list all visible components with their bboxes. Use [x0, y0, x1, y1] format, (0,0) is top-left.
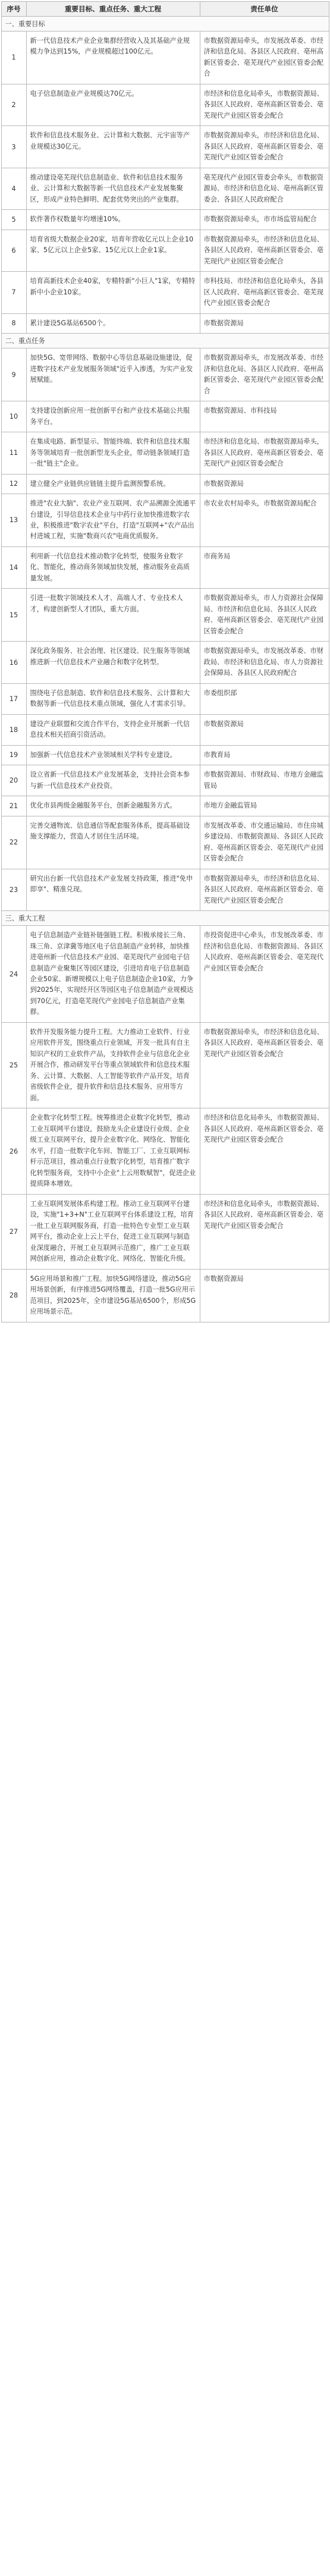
row-number: 6 [1, 230, 26, 271]
row-description: 培育高新技术企业40家，专精特新"小巨人"1家，专精特新中小企业10家。 [26, 272, 200, 313]
row-responsible: 市经济和信息化局牵头，市数据资源局、各县区人民政府、亳州高新区管委会、亳芜现代产业园区管委会配合 [200, 1194, 329, 1269]
row-number: 26 [1, 1108, 26, 1194]
table-row [1, 1269, 329, 1322]
row-description: 推进"农业大脑"、农业产业互联网、农产品溯源全流通平台建设，引导信息技术企业与中药行业加快推进数字农业，积极推进"数字农业"平台，打造"互联网+"农产品出村进城工程，实施"数商兴农"电商优质服务。 [26, 494, 200, 547]
row-description: 软件和信息技术服务业、云计算和大数据、元宇宙等产业规模达30亿元。 [26, 126, 200, 168]
row-number: 11 [1, 432, 26, 474]
table-row [1, 765, 329, 796]
row-description: 电子信息制造业产业规模达70亿元。 [26, 84, 200, 125]
row-number: 18 [1, 714, 26, 745]
section-row [1, 17, 329, 32]
row-responsible: 市数据资源局牵头，市经济和信息化局、各县区人民政府、亳州高新区管委会、亳芜现代产业园区管委会配合 [200, 126, 329, 168]
table-row [1, 1108, 329, 1194]
table-row [1, 796, 329, 816]
row-responsible: 市数据资源局牵头，市经济和信息化局、各县区人民政府、亳州高新区管委会、亳芜现代产业园区管委会配合 [200, 230, 329, 271]
row-description: 建立健全产业链供应链链主提升监测预警系统。 [26, 474, 200, 494]
row-responsible: 市商务局 [200, 546, 329, 588]
table-row [1, 1022, 329, 1108]
row-description: 支持建设创新应用一批创新平台和产业技术基础公共服务平台。 [26, 401, 200, 432]
row-number: 22 [1, 816, 26, 869]
table-row [1, 32, 329, 84]
section-row [1, 334, 329, 348]
row-responsible: 市数据资源局 [200, 714, 329, 745]
header-resp: 责任单位 [200, 2, 329, 17]
row-responsible: 市发展改革委、市交通运输局、市住房城乡建设局、市数据资源局、各县区人民政府、亳州高新区管委会、亳芜现代产业园区管委会配合 [200, 816, 329, 869]
row-number: 12 [1, 474, 26, 494]
table-row [1, 745, 329, 765]
row-description: 优化市县两级金融服务平台，创新金融服务方式。 [26, 796, 200, 816]
row-description: 完善交通物流、信息通信等配套服务体系，提高基础设施支撑能力，营造人才居住生活环境。 [26, 816, 200, 869]
header-desc: 重要目标、重点任务、重大工程 [26, 2, 200, 17]
row-number: 27 [1, 1194, 26, 1269]
row-responsible: 市投资促进中心牵头，市发展改革委、市经济和信息化局、市数据资源局、各县区人民政府、亳州高新区管委会、亳芜现代产业园区管委会配合 [200, 926, 329, 1023]
table-row [1, 546, 329, 588]
table-row [1, 816, 329, 869]
section-row [1, 911, 329, 926]
section-title: 二、重点任务 [1, 334, 329, 348]
table-row [1, 401, 329, 432]
table-row [1, 432, 329, 474]
row-description: 加强新一代信息技术产业领域相关学科专业建设。 [26, 745, 200, 765]
row-number: 23 [1, 869, 26, 910]
table-row [1, 348, 329, 401]
row-number: 9 [1, 348, 26, 401]
goals-table [1, 1, 329, 1322]
row-number: 24 [1, 926, 26, 1023]
row-responsible: 市教育局 [200, 745, 329, 765]
table-row [1, 683, 329, 714]
table-row [1, 210, 329, 230]
row-number: 2 [1, 84, 26, 125]
row-description: 引进一批数字领域技术人才、高端人才、专业技术人才，构建创新型人才团队，重大方面。 [26, 589, 200, 642]
table-row [1, 313, 329, 333]
row-description: 建设产业联盟和交流合作平台，支持企业开展新一代信息技术相关招商引资活动。 [26, 714, 200, 745]
row-description: 电子信息制造产业链补链强链工程。积极承接长三角、珠三角、京津冀等地区电子信息制造产业转移，加快推进亳州新一代信息技术产业园、亳芜现代产业园电子信息制造产业聚集区等园区建设，引进培育电子信息制造企业50家、新增规模以上电子信息制造企业10家，力争到2025年，实现经开区等园区电子信息制造产业规模达到70亿元，打造亳芜现代产业园电子信息制造产业集群。 [26, 926, 200, 1023]
row-responsible: 市经济和信息化局、市数据资源局牵头，各县区人民政府、亳州高新区管委会、亳芜现代产业园区管委会配合 [200, 432, 329, 474]
row-number: 8 [1, 313, 26, 333]
section-title: 三、重大工程 [1, 911, 329, 926]
row-responsible: 市科技局、市经济和信息化局牵头，各县区人民政府、亳州高新区管委会、亳芜现代产业园区管委会配合 [200, 272, 329, 313]
row-number: 25 [1, 1022, 26, 1108]
row-number: 3 [1, 126, 26, 168]
row-number: 7 [1, 272, 26, 313]
row-number: 15 [1, 589, 26, 642]
section-title: 一、重要目标 [1, 17, 329, 32]
row-number: 5 [1, 210, 26, 230]
row-responsible: 市数据资源局、市财政局、市地方金融监管局 [200, 765, 329, 796]
table-row [1, 926, 329, 1023]
table-row [1, 474, 329, 494]
row-responsible: 市数据资源局牵头，市经济和信息化局、各县区人民政府、亳州高新区管委会、亳芜现代产业园区管委会配合 [200, 869, 329, 910]
row-number: 17 [1, 683, 26, 714]
row-responsible: 市地方金融监管局 [200, 796, 329, 816]
row-description: 设立省新一代信息技术产业发展基金，支持社会资本参与新一代信息技术产业投资。 [26, 765, 200, 796]
row-description: 软件开发服务能力提升工程。大力推动工业软件、行业应用软件开发，围绕重点行业领域，开发一批具有自主知识产权的工业软件产品，支持软件企业与信息化企业开展合作，推动研发平台等重点领域软件和信息技术服务、云计算、大数据、人工智能等软件产品开发，培育省级软件企业，提升软件和信息技术服务、应用等方面。 [26, 1022, 200, 1108]
row-responsible: 市数据资源局 [200, 1269, 329, 1322]
row-number: 4 [1, 168, 26, 209]
row-description: 5G应用场景和推广工程。加快5G网络建设，推动5G应用场景创新，有序推进5G网络覆盖，打造一批5G应用示范项目，到2025年，全市建设5G基站6500个，形成5G应用场景示范。 [26, 1269, 200, 1322]
row-responsible: 市经济和信息化局牵头，市数据资源局、各县区人民政府、亳州高新区管委会、亳芜现代产业园区管委会配合 [200, 1108, 329, 1194]
header-num: 序号 [1, 2, 26, 17]
row-number: 10 [1, 401, 26, 432]
table-row [1, 494, 329, 547]
row-responsible: 市农业农村局牵头，市数据资源局配合 [200, 494, 329, 547]
table-row [1, 230, 329, 271]
table-row [1, 168, 329, 209]
table-row [1, 84, 329, 125]
table-row [1, 272, 329, 313]
row-number: 16 [1, 642, 26, 683]
row-responsible: 市委组织部 [200, 683, 329, 714]
row-number: 21 [1, 796, 26, 816]
row-description: 推动建设亳芜现代信息制造业、软件和信息技术服务业、云计算和大数据等新一代信息技术产业发展集聚区，形成产业特色鲜明、配套优势突出的产业集群。 [26, 168, 200, 209]
row-responsible: 市数据资源局牵头，市经济和信息化局、各县区人民政府、亳州高新区管委会、亳芜现代产业园区管委会配合 [200, 1022, 329, 1108]
row-responsible: 亳芜现代产业园区管委会牵头，市数据资源局、市经济和信息化局、亳州高新区管委会、各县区人民政府配合 [200, 168, 329, 209]
row-responsible: 市数据资源局牵头，市市场监管局配合 [200, 210, 329, 230]
row-description: 加快5G、宽带网络、数据中心等信息基础设施建设，促进数字技术产业发展服务领域"近乎入渗透，为实产业发展赋能。 [26, 348, 200, 401]
table-row [1, 714, 329, 745]
row-responsible: 市经济和信息化局牵头，市数据资源局、各县区人民政府、亳州高新区管委会、亳芜现代产业园区管委会配合 [200, 84, 329, 125]
table-row [1, 126, 329, 168]
row-number: 28 [1, 1269, 26, 1322]
row-description: 研究出台新一代信息技术产业发展支持政策，推进"免申即享"、精准兑现。 [26, 869, 200, 910]
row-number: 20 [1, 765, 26, 796]
row-description: 围绕电子信息制造、软件和信息技术服务、云计算和大数据等新一代信息技术重点领域，强化人才需求引导。 [26, 683, 200, 714]
row-description: 深化政务服务、社会治理、社区建设、民生服务等领域推进新一代信息技术产业融合和数字化转型。 [26, 642, 200, 683]
row-description: 软件著作权数量年均增速10%。 [26, 210, 200, 230]
row-responsible: 市数据资源局牵头，市发展改革委、市经济和信息化局、各县区人民政府、亳州高新区管委会、亳芜现代产业园区管委会配合 [200, 32, 329, 84]
row-responsible: 市数据资源局 [200, 313, 329, 333]
table-header-row [1, 2, 329, 17]
row-description: 培育省级大数据企业20家，培育年营收亿元以上企业10家、5亿元以上企业5家、15亿元以上企业1家。 [26, 230, 200, 271]
row-description: 新一代信息技术产业企业集群经营收入及其基础产业规模力争达到15%，产业规模超过100亿元。 [26, 32, 200, 84]
row-description: 企业数字化转型工程。统筹推进企业数字化转型，推动工业互联网平台建设，鼓励龙头企业建设行业级、企业级工业互联网平台，提升企业数字化、网络化、智能化水平，打造一批数字化车间、智能工厂、工业互联网标杆示范项目，推动重点行业数字化转型，培育推广数字化转型服务商，支持中小企业"上云用数赋智"，促进企业提质降本增效。 [26, 1108, 200, 1194]
row-description: 在集成电路、新型显示、智能终端、软件和信息技术服务等领域培育一批创新型龙头企业，带动链条领域打造一批"链主"企业。 [26, 432, 200, 474]
row-responsible: 市数据资源局 [200, 474, 329, 494]
row-number: 19 [1, 745, 26, 765]
row-responsible: 市数据资源局牵头，市发展改革委、市财政局、市经济和信息化局、市人力资源社会保障局、各县区人民政府配合 [200, 642, 329, 683]
table-row [1, 869, 329, 910]
row-responsible: 市数据资源局、市科技局 [200, 401, 329, 432]
table-row [1, 642, 329, 683]
row-number: 1 [1, 32, 26, 84]
row-description: 累计建设5G基站6500个。 [26, 313, 200, 333]
row-responsible: 市数据资源局牵头，市人力资源社会保障局、市经济和信息化局、各县区人民政府、亳州高新区管委会、亳芜现代产业园区管委会配合 [200, 589, 329, 642]
table-row [1, 589, 329, 642]
row-responsible: 市数据资源局牵头，市发展改革委、市经济和信息化局、各县区人民政府、亳州高新区管委会、亳芜现代产业园区管委会配合 [200, 348, 329, 401]
row-number: 13 [1, 494, 26, 547]
table-row [1, 1194, 329, 1269]
row-description: 工业互联网发展体系构建工程。推动工业互联网平台建设，实施"1+3+N"工业互联网平台体系建设工程，培育一批工业互联网服务商，打造一批特色专业型工业互联网平台，推动企业上云上平台，促进工业互联网与制造业深度融合，开展工业互联网示范推广，推广工业互联网创新应用，推动企业数字化、网络化、智能化升级。 [26, 1194, 200, 1269]
row-number: 14 [1, 546, 26, 588]
row-description: 利用新一代信息技术推动数字化转型，使服务业数字化、智能化，推动商务领域加快发展，推动服务业高质量发展。 [26, 546, 200, 588]
